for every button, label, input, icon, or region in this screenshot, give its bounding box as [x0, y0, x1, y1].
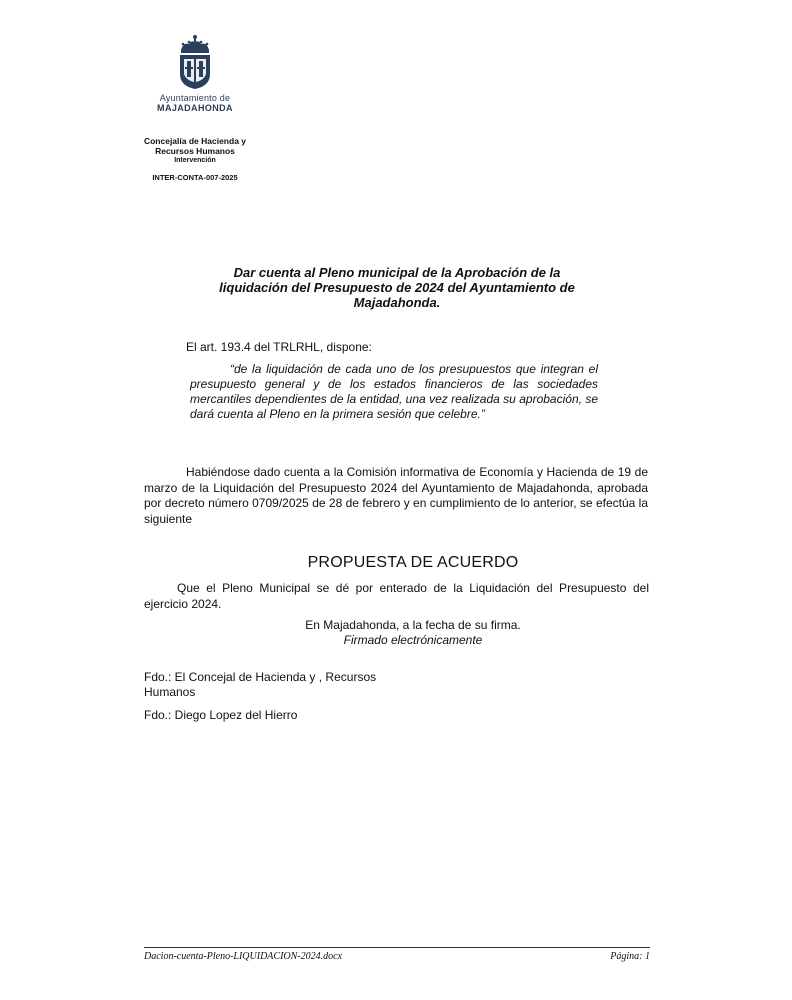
- signatory-role: Fdo.: El Concejal de Hacienda y , Recursos Humanos: [144, 670, 377, 699]
- document-title: Dar cuenta al Pleno municipal de la Aprobación de la liquidación del Presupuesto de 2024 del Ayuntamiento de Majadahonda.: [219, 265, 575, 310]
- logo-text-ayuntamiento: Ayuntamiento de: [159, 93, 231, 103]
- footer-divider: [144, 947, 650, 948]
- context-paragraph: Habiéndose dado cuenta a la Comisión informativa de Economía y Hacienda de 19 de marzo de la Liquidación del Presupuesto 2024 del Ayuntamiento de Majadahonda, aprobada por decreto número 0709/2025 de 28 de febrero y en cumplimiento de lo anterior, se efectúa la siguiente: [144, 465, 648, 526]
- department-subunit: Intervención: [174, 157, 216, 164]
- department-block: [120, 136, 270, 166]
- municipal-logo: [140, 34, 250, 118]
- legal-reference-paragraph: El art. 193.4 del TRLRHL, dispone:: [186, 340, 372, 354]
- document-reference: INTER-CONTA-007-2025: [152, 173, 238, 182]
- proposal-heading: PROPUESTA DE ACUERDO: [307, 554, 519, 571]
- department-line-1: Concejalía de Hacienda y: [143, 136, 247, 146]
- place-date-line: En Majadahonda, a la fecha de su firma.: [305, 618, 521, 632]
- place-and-date: [260, 618, 566, 648]
- footer-page-number: Página: 1: [610, 951, 650, 962]
- signed-electronically: Firmado electrónicamente: [343, 633, 483, 647]
- logo-text-majadahonda: MAJADAHONDA: [157, 103, 233, 113]
- legal-quote: “de la liquidación de cada uno de los presupuestos que integran el presupuesto general y de los estados financieros de las sociedades mercantiles dependientes de la entidad, una vez realizada su aprobación, se dará cuenta al Pleno en la primera sesión que celebre.”: [190, 362, 598, 421]
- coat-of-arms-icon: [175, 34, 215, 90]
- signatory-name: Fdo.: Diego Lopez del Hierro: [144, 708, 298, 722]
- department-line-2: Recursos Humanos: [155, 146, 235, 156]
- proposal-paragraph: Que el Pleno Municipal se dé por enterado de la Liquidación del Presupuesto del ejercicio 2024.: [144, 581, 649, 611]
- footer-filename: Dacion-cuenta-Pleno-LIQUIDACION-2024.docx: [144, 951, 343, 962]
